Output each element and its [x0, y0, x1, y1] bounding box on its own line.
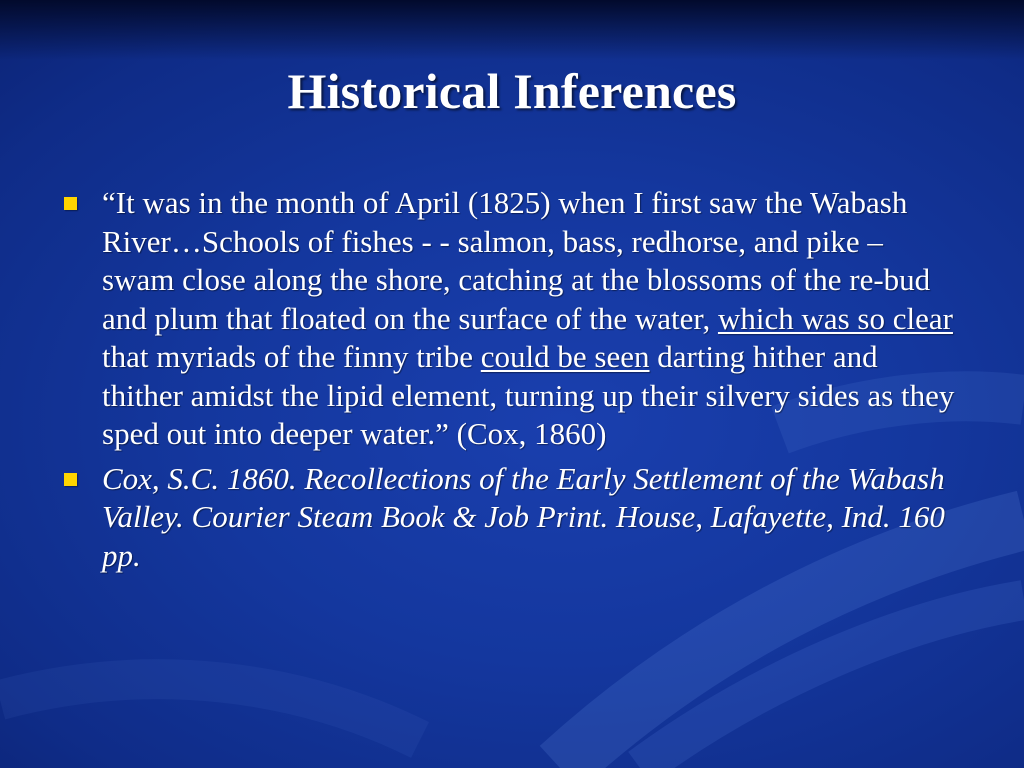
- quote-text-part-2: that myriads of the finny tribe: [102, 339, 481, 374]
- quote-text-part-1: “It was in the month of April (1825) when I first saw the Wabash River…Schools of fishes - - salmon, bass, redhorse, and pike – swam close along the shore, catching at the blossoms of the re-bud and plum that floated on the surface of the water,: [102, 185, 931, 336]
- quote-text-part-3: darting hither and thither amidst the lipid element, turning up their silvery sides as they sped out into deeper water.” (Cox, 1860): [102, 339, 955, 451]
- bullet-item-citation: [62, 460, 962, 576]
- bullet-list: [62, 184, 962, 581]
- citation-text: Cox, S.C. 1860. Recollections of the Early Settlement of the Wabash Valley. Courier Steam Book & Job Print. House, Lafayette, Ind. 160 pp.: [102, 460, 945, 573]
- quote-underlined-clear: which was so clear: [717, 300, 953, 336]
- square-bullet-icon: [64, 197, 77, 210]
- quote-underlined-seen: could be seen: [480, 339, 650, 374]
- bullet-item-quote: [62, 184, 962, 454]
- square-bullet-icon: [64, 473, 77, 486]
- slide-title: Historical Inferences: [287, 63, 737, 119]
